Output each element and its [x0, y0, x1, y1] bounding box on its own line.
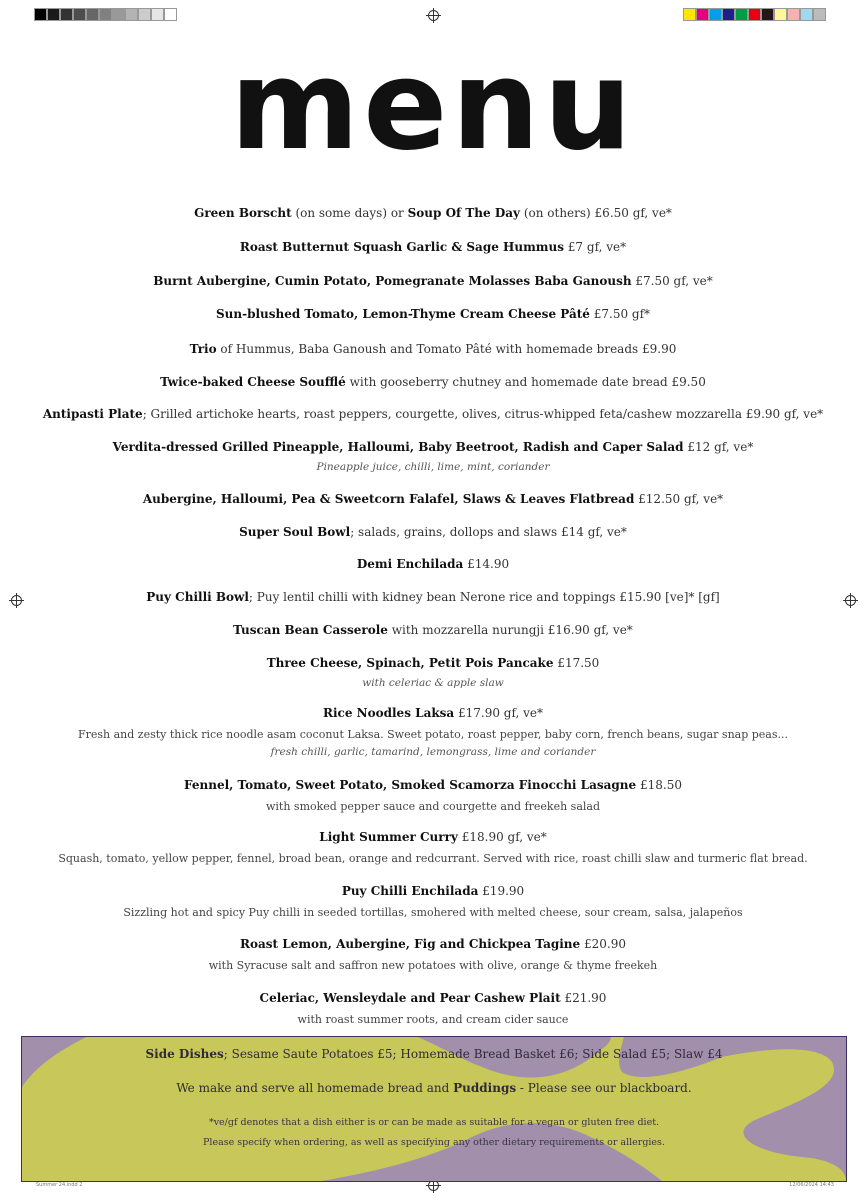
- menu-item: [0, 440, 866, 475]
- menu-item: [0, 307, 866, 322]
- dish-detail: ; salads, grains, dollops and slaws £14 gf, ve*: [350, 525, 627, 539]
- dish-detail: (on others) £6.50 gf, ve*: [520, 206, 672, 220]
- dish-name: Fennel, Tomato, Sweet Potato, Smoked Scamorza Finocchi Lasagne: [184, 778, 637, 792]
- menu-item: [0, 206, 866, 221]
- menu-item: [0, 778, 866, 814]
- dish-detail: £12 gf, ve*: [683, 440, 754, 454]
- dish-name: Demi Enchilada: [356, 557, 464, 571]
- menu-title: menu: [230, 34, 636, 178]
- dish-subtitle: Pineapple juice, chilli, lime, mint, coriander: [316, 461, 550, 473]
- color-swatch: [774, 8, 787, 21]
- menu-item: [0, 706, 866, 760]
- dish-detail: ; Grilled artichoke hearts, roast peppers, courgette, olives, citrus-whipped feta/cashew mozzarella £9.90 gf, ve*: [142, 407, 824, 421]
- dish-detail: £19.90: [478, 884, 525, 898]
- menu-item: [0, 830, 866, 866]
- dish-name: Super Soul Bowl: [239, 525, 351, 539]
- dish-name: Sun-blushed Tomato, Lemon-Thyme Cream Cheese Pâté: [215, 307, 590, 321]
- menu-item-title: [0, 375, 866, 390]
- color-swatch: [787, 8, 800, 21]
- dietary-note: *ve/gf denotes that a dish either is or can be made as suitable for a vegan or gluten free diet.: [208, 1117, 660, 1128]
- color-swatch: [748, 8, 761, 21]
- dish-description: with Syracuse salt and saffron new potatoes with olive, orange & thyme freekeh: [208, 959, 658, 972]
- dish-name: Verdita-dressed Grilled Pineapple, Halloumi, Baby Beetroot, Radish and Caper Salad: [112, 440, 684, 454]
- dish-detail: with gooseberry chutney and homemade date bread £9.50: [345, 375, 706, 389]
- menu-item-title: [0, 525, 866, 540]
- dish-detail: £20.90: [580, 937, 626, 951]
- gray-swatch: [99, 8, 112, 21]
- dish-description: with smoked pepper sauce and courgette and freekeh salad: [265, 800, 600, 813]
- side-dishes-text: ; Sesame Saute Potatoes £5; Homemade Bread Basket £6; Side Salad £5; Slaw £4: [223, 1047, 723, 1061]
- menu-item: [0, 590, 866, 605]
- dish-name: Tuscan Bean Casserole: [233, 623, 388, 637]
- gray-color-bar: [34, 8, 177, 21]
- menu-item-title: [0, 206, 866, 221]
- gray-swatch: [151, 8, 164, 21]
- menu-item: [0, 375, 866, 390]
- dish-name: Celeriac, Wensleydale and Pear Cashew Plait: [259, 991, 561, 1005]
- dish-detail: £7.50 gf*: [589, 307, 651, 321]
- color-swatch: [813, 8, 826, 21]
- color-swatch: [709, 8, 722, 21]
- menu-item: [0, 884, 866, 920]
- dish-name: Light Summer Curry: [319, 830, 458, 844]
- color-swatch: [683, 8, 696, 21]
- gray-swatch: [86, 8, 99, 21]
- menu-item-title: [0, 590, 866, 605]
- menu-item-title: [0, 937, 866, 952]
- menu-item-title: [0, 830, 866, 845]
- color-swatch: [722, 8, 735, 21]
- menu-item: [0, 991, 866, 1027]
- menu-item-title: [0, 440, 866, 455]
- side-dishes-label: Side Dishes: [145, 1047, 224, 1061]
- color-swatch: [761, 8, 774, 21]
- dish-detail: £18.90 gf, ve*: [457, 830, 547, 844]
- dish-detail: ; Puy lentil chilli with kidney bean Nerone rice and toppings £15.90 [ve]* [gf]: [248, 590, 720, 604]
- dish-name: Puy Chilli Bowl: [146, 590, 249, 604]
- process-color-bar: [683, 8, 826, 21]
- menu-item: [0, 492, 866, 507]
- gray-swatch: [60, 8, 73, 21]
- dish-name: Roast Butternut Squash Garlic & Sage Hummus: [239, 240, 564, 254]
- gray-swatch: [47, 8, 60, 21]
- dish-detail: with mozzarella nurungji £16.90 gf, ve*: [387, 623, 633, 637]
- dish-detail: £7.50 gf, ve*: [631, 274, 713, 288]
- dish-name: Antipasti Plate: [42, 407, 143, 421]
- dish-detail: £17.50: [553, 656, 600, 670]
- gray-swatch: [125, 8, 138, 21]
- dish-name: Green Borscht: [194, 206, 292, 220]
- menu-item-title: [0, 274, 866, 289]
- color-swatch: [800, 8, 813, 21]
- menu-item-title: [0, 342, 866, 357]
- dish-name: Twice-baked Cheese Soufflé: [160, 375, 346, 389]
- dish-detail: £21.90: [560, 991, 607, 1005]
- menu-item-title: [0, 656, 866, 671]
- dish-name: Three Cheese, Spinach, Petit Pois Pancake: [266, 656, 554, 670]
- menu-item: [0, 623, 866, 638]
- bread-note-line: [22, 1081, 846, 1095]
- menu-item-title: [0, 623, 866, 638]
- menu-item: [0, 656, 866, 691]
- dish-description: Sizzling hot and spicy Puy chilli in seeded tortillas, smohered with melted cheese, sour cream, salsa, jalapeños: [123, 906, 743, 919]
- bread-note-text-a: We make and serve all homemade bread and: [176, 1081, 454, 1095]
- dish-detail: £7 gf, ve*: [563, 240, 627, 254]
- gray-swatch: [73, 8, 86, 21]
- menu-item: [0, 557, 866, 572]
- gray-swatch: [34, 8, 47, 21]
- dish-name: Trio: [189, 342, 217, 356]
- color-swatch: [696, 8, 709, 21]
- dish-detail: £12.50 gf, ve*: [634, 492, 724, 506]
- dish-name: Puy Chilli Enchilada: [341, 884, 479, 898]
- dish-name: Roast Lemon, Aubergine, Fig and Chickpea Tagine: [240, 937, 581, 951]
- side-dishes-line: [22, 1047, 846, 1061]
- dish-name: Rice Noodles Laksa: [322, 706, 455, 720]
- dish-subtitle: with celeriac & apple slaw: [362, 677, 504, 689]
- dish-detail: £17.90 gf, ve*: [454, 706, 544, 720]
- menu-item-title: [0, 706, 866, 721]
- file-slug: Summer 24.indd 2: [36, 1182, 83, 1188]
- gray-swatch: [112, 8, 125, 21]
- menu-item: [0, 937, 866, 973]
- menu-item: [0, 274, 866, 289]
- menu-item-title: [0, 492, 866, 507]
- menu-item-title: [0, 307, 866, 322]
- menu-item-title: [0, 240, 866, 255]
- color-swatch: [735, 8, 748, 21]
- footer-panel: [21, 1036, 847, 1182]
- dish-detail: £14.90: [463, 557, 510, 571]
- menu-item-title: [0, 991, 866, 1006]
- dish-detail: (on some days) or: [291, 206, 408, 220]
- dish-detail: £18.50: [636, 778, 682, 792]
- menu-item-title: [0, 884, 866, 899]
- gray-swatch: [138, 8, 151, 21]
- menu-item-title: [0, 778, 866, 793]
- dish-description: Squash, tomato, yellow pepper, fennel, broad bean, orange and redcurrant. Served with rice, roast chilli slaw and turmeric flat bread.: [58, 852, 808, 865]
- dish-name: Soup Of The Day: [407, 206, 521, 220]
- menu-item: [0, 342, 866, 357]
- menu-item: [0, 240, 866, 255]
- menu-item: [0, 407, 866, 422]
- menu-item-title: [0, 407, 866, 422]
- dish-description: with roast summer roots, and cream cider sauce: [297, 1013, 569, 1026]
- allergy-note: Please specify when ordering, as well as specifying any other dietary requirements or allergies.: [203, 1137, 665, 1148]
- dish-description: Fresh and zesty thick rice noodle asam coconut Laksa. Sweet potato, roast pepper, baby corn, french beans, sugar snap peas...: [77, 728, 788, 741]
- puddings-label: Puddings: [453, 1081, 517, 1095]
- date-slug: 12/06/2024 14:43: [789, 1182, 834, 1188]
- dish-subtitle: fresh chilli, garlic, tamarind, lemongrass, lime and coriander: [270, 746, 596, 758]
- menu-item-title: [0, 557, 866, 572]
- bread-note-text-b: - Please see our blackboard.: [516, 1081, 692, 1095]
- menu-item: [0, 525, 866, 540]
- gray-swatch: [164, 8, 177, 21]
- registration-mark-top-icon: [428, 10, 439, 21]
- dish-detail: of Hummus, Baba Ganoush and Tomato Pâté with homemade breads £9.90: [216, 342, 677, 356]
- dish-name: Aubergine, Halloumi, Pea & Sweetcorn Falafel, Slaws & Leaves Flatbread: [142, 492, 635, 506]
- dish-name: Burnt Aubergine, Cumin Potato, Pomegranate Molasses Baba Ganoush: [153, 274, 632, 288]
